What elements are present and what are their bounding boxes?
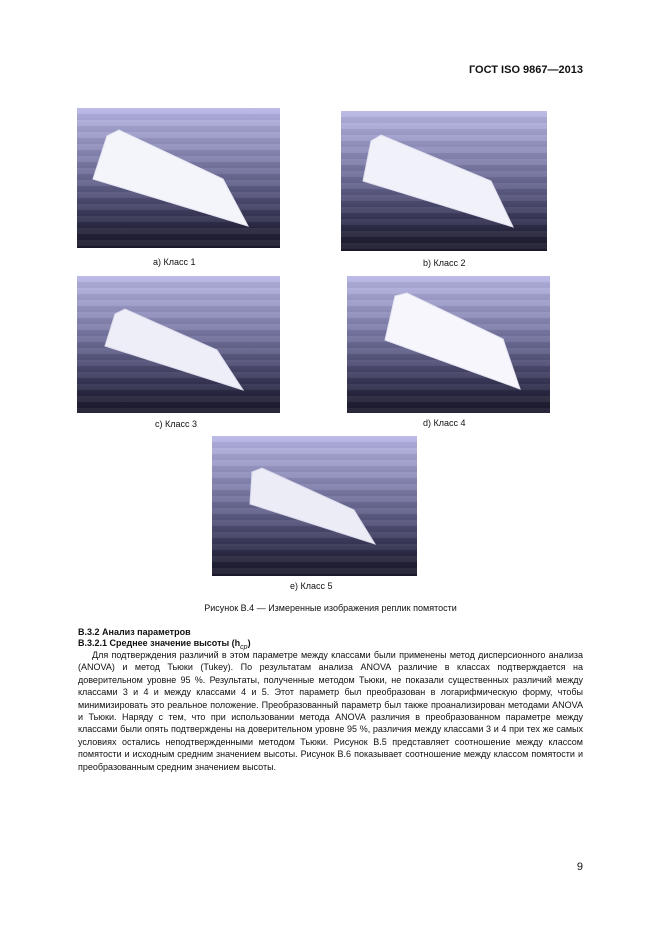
figure-caption-class-3: c) Класс 3 <box>155 419 198 429</box>
subsection-heading-text: В.3.2.1 Среднее значение высоты (h <box>78 638 241 648</box>
figure-title: Рисунок В.4 — Измеренные изображения реплик помятости <box>204 603 457 613</box>
page-number: 9 <box>576 861 583 873</box>
body-paragraph: Для подтверждения различий в этом параметре между классами были применены метод дисперсионного анализа (ANOVA) и метод Тьюки (Tukey). По результатам анализа ANOVA различие в классах подтверждается на доверительном уровне 95 %. Результаты, полученные методом Тьюки, не показали существенных различий между классами 3 и 4 и между классами 4 и 5. Этот параметр был преобразован в логарифмическую форму, чтобы минимизировать это реальное положение. Преобразованный параметр был также проанализирован методами ANOVA и Тьюки. Наряду с тем, что при использовании метода ANOVA различия в преобразованном параметре между классами были опять подтверждены на доверительном уровне 95 %, различия между классами 3 и 4 при тех же самых условиях остались неподтвержденными методом Тьюки. Рисунок В.5 представляет соотношение между классом помятости и исходным средним значением высоты. Рисунок В.6 показывает соотношение между классом помятости и преобразованным средним значением высоты. <box>78 650 583 772</box>
section-heading: В.3.2 Анализ параметров <box>78 627 191 637</box>
figure-caption-class-5: e) Класс 5 <box>290 581 333 591</box>
figure-caption-class-2: b) Класс 2 <box>423 258 466 268</box>
figure-image-class-5 <box>212 436 417 576</box>
figure-caption-class-1: a) Класс 1 <box>153 257 196 267</box>
figure-image-class-1 <box>77 108 280 248</box>
subsection-heading-end: ) <box>247 638 251 648</box>
standard-header: ГОСТ ISO 9867—2013 <box>468 64 583 76</box>
figure-image-class-4 <box>347 276 550 413</box>
figure-image-class-2 <box>341 111 547 251</box>
figure-image-class-3 <box>77 276 280 413</box>
subsection-heading-subscript: ср <box>240 643 248 651</box>
figure-caption-class-4: d) Класс 4 <box>423 418 466 428</box>
